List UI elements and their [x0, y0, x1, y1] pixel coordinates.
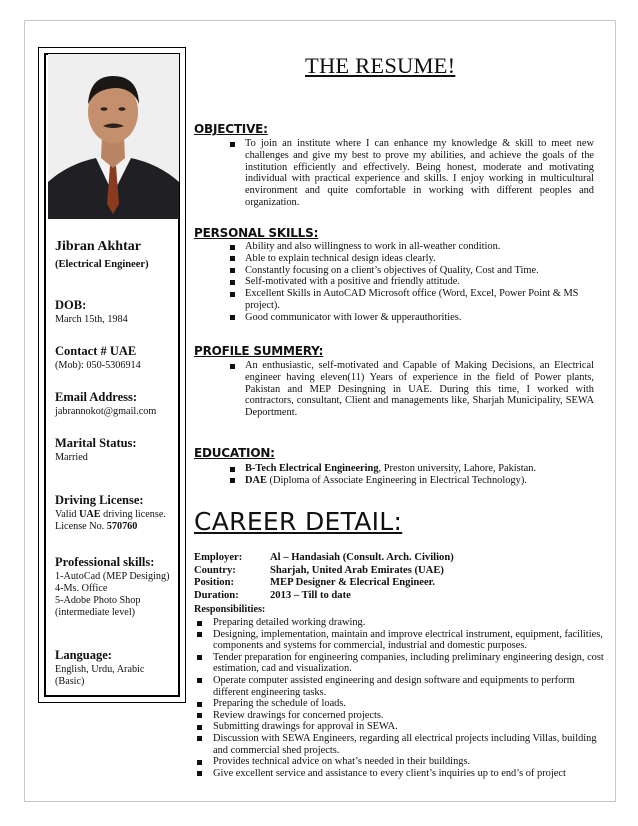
email-label: Email Address: — [55, 390, 138, 404]
list-item: Excellent Skills in AutoCAD Microsoft office (Word, Excel, Power Point & MS project). — [228, 288, 594, 312]
education-item: B-Tech Electrical Engineering, Preston university, Lahore, Pakistan. — [228, 463, 594, 475]
license-line-1: Valid UAE driving license. — [55, 509, 166, 520]
list-item: Discussion with SEWA Engineers, regarding all electrical projects including Villas, building and commercial shed projects. — [196, 733, 612, 756]
personal-skills-list — [228, 241, 594, 324]
country-value: Sharjah, United Arab Emirates (UAE) — [270, 564, 444, 576]
education-heading: EDUCATION: — [194, 446, 275, 460]
candidate-designation: (Electrical Engineer) — [55, 259, 149, 270]
dob-label: DOB: — [55, 298, 87, 312]
responsibilities-label: Responsibilities: — [194, 604, 266, 615]
skill-item: 5-Adobe Photo Shop — [55, 595, 141, 606]
marital-value: Married — [55, 452, 88, 463]
objective-list — [228, 138, 594, 209]
language-note: (Basic) — [55, 676, 85, 687]
contact-label: Contact # UAE — [55, 344, 137, 358]
list-item: Preparing the schedule of loads. — [196, 698, 612, 710]
personal-skills-heading: PERSONAL SKILLS: — [194, 226, 319, 240]
list-item: Self-motivated with a positive and friendly attitude. — [228, 276, 594, 288]
objective-text: To join an institute where I can enhance my knowledge & skill to meet new challenges and give my best to prove my abilities, and achieve the goals of the institution efficiently and effectively. Being honest, moderate and motivating individual with practical experience and skills. I enjoy working in multicultural environment and quite comfortable in working with different peoples and organization. — [228, 138, 594, 209]
position-row — [194, 577, 454, 590]
career-info-table — [194, 552, 454, 602]
employer-label: Employer: — [194, 552, 243, 563]
profile-summary-text: An enthusiastic, self-motivated and Capable of Making Decisions, an Electrical engineer having eleven(11) Years of experience in the field of Power plants, Pakistan and MEP Desingning in UAE. During this time, I worked with contractors, consultant, Client and managements like, Sharjah Municipality, SEWA Deportment. — [228, 360, 594, 419]
list-item: Able to explain technical design ideas clearly. — [228, 253, 594, 265]
duration-label: Duration: — [194, 589, 239, 601]
contact-block — [55, 344, 181, 372]
list-item: Submitting drawings for approval in SEWA. — [196, 721, 612, 733]
education-list — [228, 463, 594, 487]
contact-value: (Mob): 050-5306914 — [55, 360, 141, 371]
list-item: Designing, implementation, maintain and improve electrical instrument, equipment, facilities, components and systems for commercial, industrial and domestic purposes. — [196, 629, 612, 652]
language-block — [55, 648, 181, 688]
profile-summary-heading: PROFILE SUMMERY: — [194, 344, 324, 358]
list-item: Give excellent service and assistance to every client’s inquiries up to end’s of project — [196, 768, 612, 780]
marital-label: Marital Status: — [55, 436, 137, 450]
list-item: Operate computer assisted engineering and design software and equipments to perform different engineering tasks. — [196, 675, 612, 698]
employer-row — [194, 552, 454, 565]
duration-value: 2013 – Till to date — [270, 589, 351, 601]
skill-item: (intermediate level) — [55, 607, 136, 618]
country-label: Country: — [194, 564, 236, 576]
responsibilities-list — [196, 617, 612, 779]
skill-item: 4-Ms. Office — [55, 583, 108, 594]
list-item: Review drawings for concerned projects. — [196, 710, 612, 722]
list-item: Constantly focusing on a client’s objectives of Quality, Cost and Time. — [228, 265, 594, 277]
license-label: Driving License: — [55, 493, 144, 507]
employer-value: Al – Handasiah (Consult. Arch. Civilion) — [270, 552, 454, 563]
profile-photo — [48, 54, 179, 219]
license-line-2: License No. 570760 — [55, 521, 138, 532]
dob-block — [55, 298, 181, 326]
skills-label: Professional skills: — [55, 555, 155, 569]
objective-heading: OBJECTIVE: — [194, 122, 268, 136]
email-value: jabrannokot@gmail.com — [55, 406, 157, 417]
skills-block — [55, 555, 181, 619]
license-block — [55, 493, 181, 533]
list-item: Tender preparation for engineering companies, including preliminary engineering design, cost estimation, cad and visualization. — [196, 652, 612, 675]
country-row — [194, 565, 454, 578]
position-value: MEP Designer & Elecrical Engineer. — [270, 577, 436, 589]
duration-row — [194, 590, 454, 603]
name-block — [55, 239, 181, 271]
page-title: THE RESUME! — [305, 53, 456, 78]
candidate-name: Jibran Akhtar — [55, 239, 141, 254]
language-value: English, Urdu, Arabic — [55, 664, 145, 675]
dob-value: March 15th, 1984 — [55, 314, 128, 325]
career-heading: CAREER DETAIL: — [194, 507, 403, 536]
list-item: Provides technical advice on what’s needed in their buildings. — [196, 756, 612, 768]
list-item: Preparing detailed working drawing. — [196, 617, 612, 629]
marital-block — [55, 436, 181, 464]
skill-item: 1-AutoCad (MEP Desiging) — [55, 571, 170, 582]
email-block — [55, 390, 181, 418]
list-item: Good communicator with lower & upperauthorities. — [228, 312, 594, 324]
list-item: Ability and also willingness to work in all-weather condition. — [228, 241, 594, 253]
position-label: Position: — [194, 577, 235, 589]
education-item: DAE (Diploma of Associate Engineering in Electrical Technology). — [228, 475, 594, 487]
language-label: Language: — [55, 648, 112, 662]
profile-summary-list — [228, 360, 594, 419]
